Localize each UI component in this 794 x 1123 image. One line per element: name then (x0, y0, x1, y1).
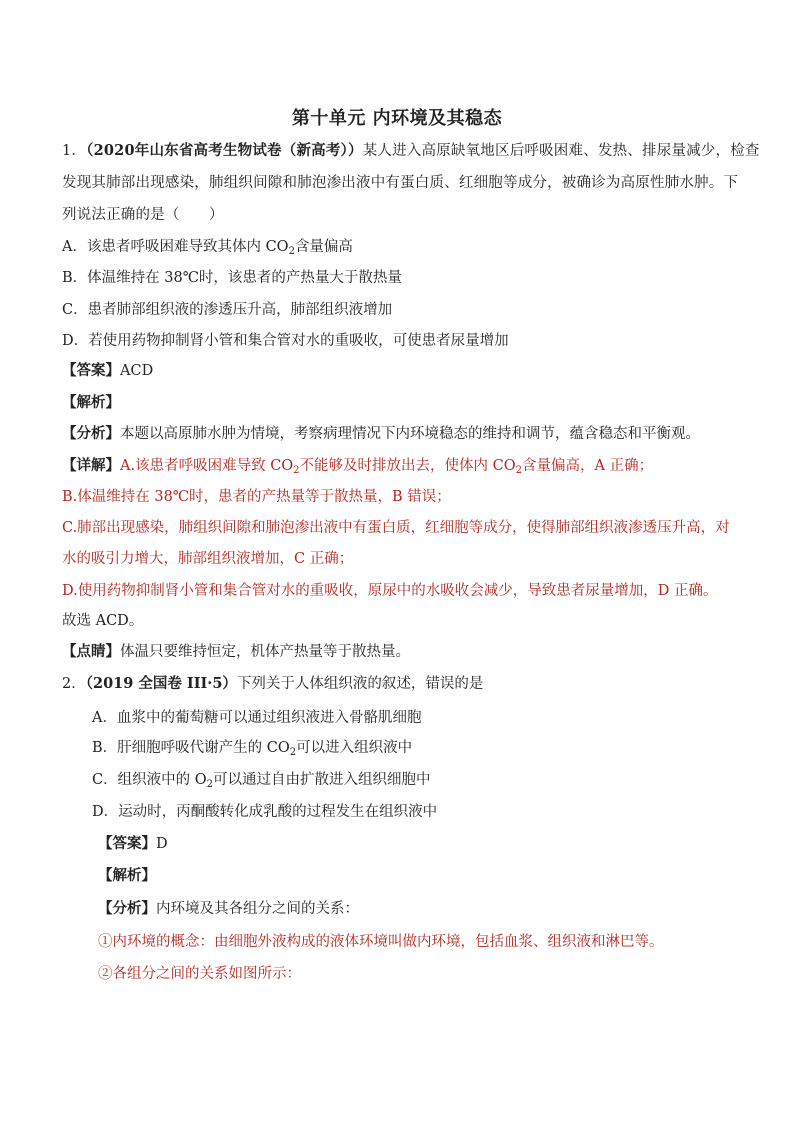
fenxi-text: 本题以高原肺水肿为情境，考察病理情况下内环境稳态的维持和调节，蕴含稳态和平衡观。 (120, 426, 700, 442)
q1-option-a (62, 237, 353, 262)
q2-option-a: A．血浆中的葡萄糖可以通过组织液进入骨骼肌细胞 (92, 710, 422, 726)
answer-label: 【答案】 (98, 835, 156, 852)
q2-option-c (92, 770, 430, 795)
answer-label: 【答案】 (62, 362, 120, 379)
dianjing-label: 【点睛】 (62, 643, 120, 660)
answer-value: ACD (120, 363, 154, 379)
q1-option-a-text-end: 含量偏高 (294, 239, 353, 255)
q2-option-b (92, 738, 412, 763)
q1-xiangjie-d: D.使用药物抑制肾小管和集合管对水的重吸收，原尿中的水吸收会减少，导致患者尿量增加，D 正确。 (62, 583, 718, 599)
q1-xiangjie-a (62, 456, 653, 481)
q1-xiangjie-c1: C.肺部出现感染，肺组织间隙和肺泡渗出液中有蛋白质，红细胞等成分，使得肺部组织液渗透压升高，对 (62, 520, 730, 536)
xiangjie-a-text: A.该患者呼吸困难导致 CO (120, 458, 294, 474)
subscript: 2 (293, 465, 300, 476)
q2-number: 2． (62, 676, 86, 692)
q1-xiangjie-c2: 水的吸引力增大，肺部组织液增加，C 正确； (62, 551, 354, 567)
q2-option-c-text: C．组织液中的 O (92, 772, 207, 788)
q2-source: （2019 全国卷 III·5） (85, 675, 237, 692)
dianjing-text: 体温只要维持恒定，机体产热量等于散热量。 (120, 644, 410, 660)
answer-value: D (156, 836, 168, 852)
subscript: 2 (288, 246, 295, 257)
q2-answer (98, 834, 168, 854)
q2-point2: ②各组分之间的关系如图所示： (98, 966, 301, 982)
fenxi-text: 内环境及其各组分之间的关系： (156, 901, 359, 917)
q1-stem-line3: 列说法正确的是（ ） (62, 207, 224, 223)
q1-number: 1． (62, 143, 87, 159)
q1-answer (62, 361, 153, 381)
q2-option-b-text: B．肝细胞呼吸代谢产生的 CO (92, 740, 290, 756)
q2-point1: ①内环境的概念：由细胞外液构成的液体环境叫做内环境，包括血浆、组织液和淋巴等。 (98, 934, 664, 950)
q1-option-b: B．体温维持在 38℃时，该患者的产热量大于散热量 (62, 270, 402, 286)
q2-option-c-text-end: 可以通过自由扩散进入组织细胞中 (212, 772, 431, 788)
subscript: 2 (289, 747, 297, 758)
q2-stem (62, 674, 483, 694)
fenxi-label: 【分析】 (62, 425, 120, 442)
xiangjie-label: 【详解】 (62, 457, 120, 474)
q1-option-a-text: A．该患者呼吸困难导致其体内 CO (62, 239, 289, 255)
q1-stem-line1 (62, 141, 760, 161)
q1-fenxi (62, 424, 700, 444)
q1-source: （2020年山东省高考生物试卷（新高考）） (86, 142, 363, 159)
xiangjie-a-text-end: 含量偏高，A 正确； (522, 458, 654, 474)
q2-fenxi (98, 899, 359, 919)
subscript: 2 (515, 465, 523, 476)
xiangjie-a-text-mid: 不能够及时排放出去，使体内 CO (299, 458, 516, 474)
fenxi-label: 【分析】 (98, 900, 156, 917)
q1-analysis-label: 【解析】 (62, 394, 120, 411)
q2-option-d: D．运动时，丙酮酸转化成乳酸的过程发生在组织液中 (92, 804, 438, 820)
q1-stem-text: 某人进入高原缺氧地区后呼吸困难、发热、排尿量减少，检查 (362, 143, 760, 159)
q1-option-d: D．若使用药物抑制肾小管和集合管对水的重吸收，可使患者尿量增加 (62, 333, 509, 349)
subscript: 2 (206, 779, 213, 790)
q1-choose: 故选 ACD。 (62, 613, 144, 629)
q1-stem-line2: 发现其肺部出现感染，肺组织间隙和肺泡渗出液中有蛋白质、红细胞等成分，被确诊为高原性肺水肿。下 (62, 175, 739, 191)
q2-stem-text: 下列关于人体组织液的叙述，错误的是 (236, 676, 484, 692)
q2-analysis-label: 【解析】 (98, 867, 156, 884)
page-title: 第十单元 内环境及其稳态 (291, 108, 503, 129)
q1-xiangjie-b: B.体温维持在 38℃时，患者的产热量等于散热量，B 错误； (62, 489, 451, 505)
q1-option-c: C．患者肺部组织液的渗透压升高，肺部组织液增加 (62, 302, 393, 318)
q2-option-b-text-end: 可以进入组织液中 (296, 740, 413, 756)
q1-dianjing (62, 642, 410, 662)
